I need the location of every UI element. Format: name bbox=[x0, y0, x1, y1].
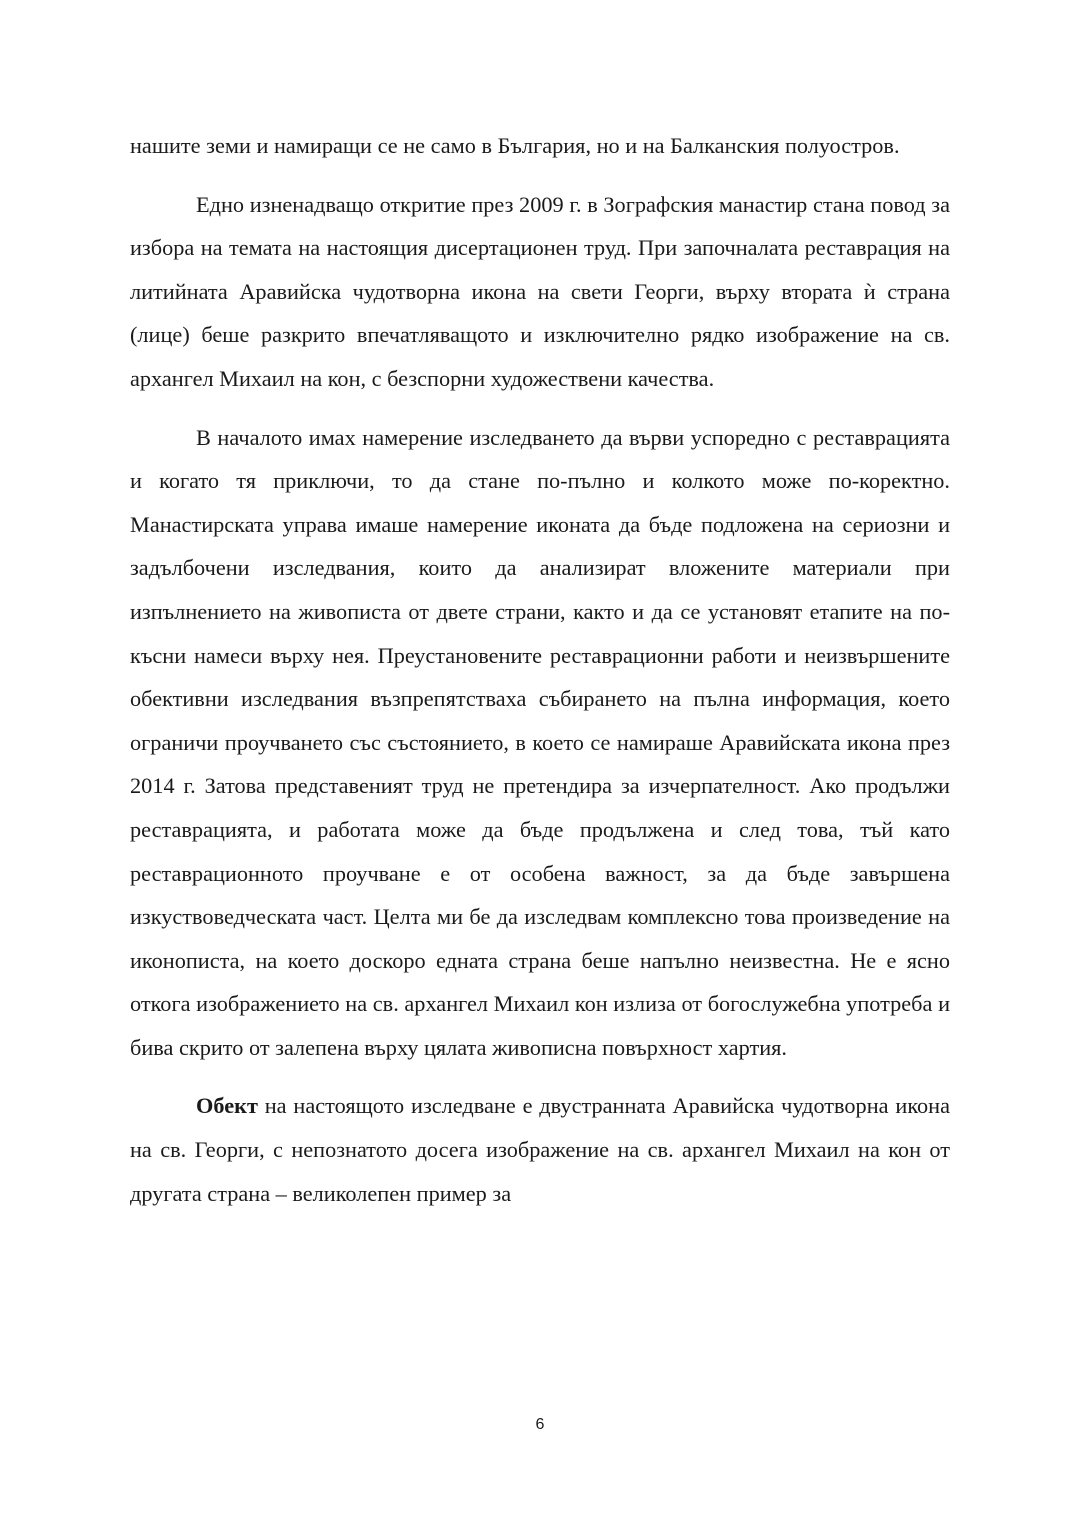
paragraph-object bbox=[130, 1084, 950, 1215]
object-term: Обект bbox=[196, 1093, 258, 1119]
page-number: 6 bbox=[535, 1416, 545, 1433]
object-text: на настоящото изследване е двустранната Аравийска чудотворна икона на св. Георги, с непознатото досега изображение на св. архангел Михаил на кон от другата страна – великолепен пример за bbox=[130, 1093, 950, 1206]
paragraph-continuation: нашите земи и намиращи се не само в България, но и на Балканския полуостров. bbox=[130, 133, 900, 158]
paragraph-intention: В началото имах намерение изследването да върви успоредно с реставрацията и когато тя приключи, то да стане по-пълно и колкото може по-коректно. Манастирската управа имаше намерение иконата да бъде подложена на сериозни и задълбочени изследвания, които да анализират вложените материали при изпълнението на живописта от двете страни, както и да се установят етапите на по-късни намеси върху нея. Преустановените реставрационни работи и неизвършените обективни изследвания възпрепятстваха събирането на пълна информация, което ограничи проучването със състоянието, в което се намираше Аравийската икона през 2014 г. Затова представеният труд не претендира за изчерпателност. Ако продължи реставрацията, и работата може да бъде продължена и след това, тъй като реставрационното проучване е от особена важност, за да бъде завършена изкуствоведческата част. Целта ми бе да изследвам комплексно това произведение на иконописта, на което доскоро едната страна беше напълно неизвестна. Не е ясно откога изображението на св. архангел Михаил кон излиза от богослужебна употреба и бива скрито от залепена върху цялата живописна повърхност хартия. bbox=[130, 424, 950, 1060]
body-text bbox=[130, 124, 950, 1215]
paragraph-discovery: Едно изненадващо откритие през 2009 г. в Зографския манастир стана повод за избора на темата на настоящия дисертационен труд. При започналата реставрация на литийната Аравийска чудотворна икона на свети Георги, върху втората ѝ страна (лице) беше разкрито впечатляващото и изключително рядко изображение на св. архангел Михаил на кон, с безспорни художествени качества. bbox=[130, 191, 950, 391]
